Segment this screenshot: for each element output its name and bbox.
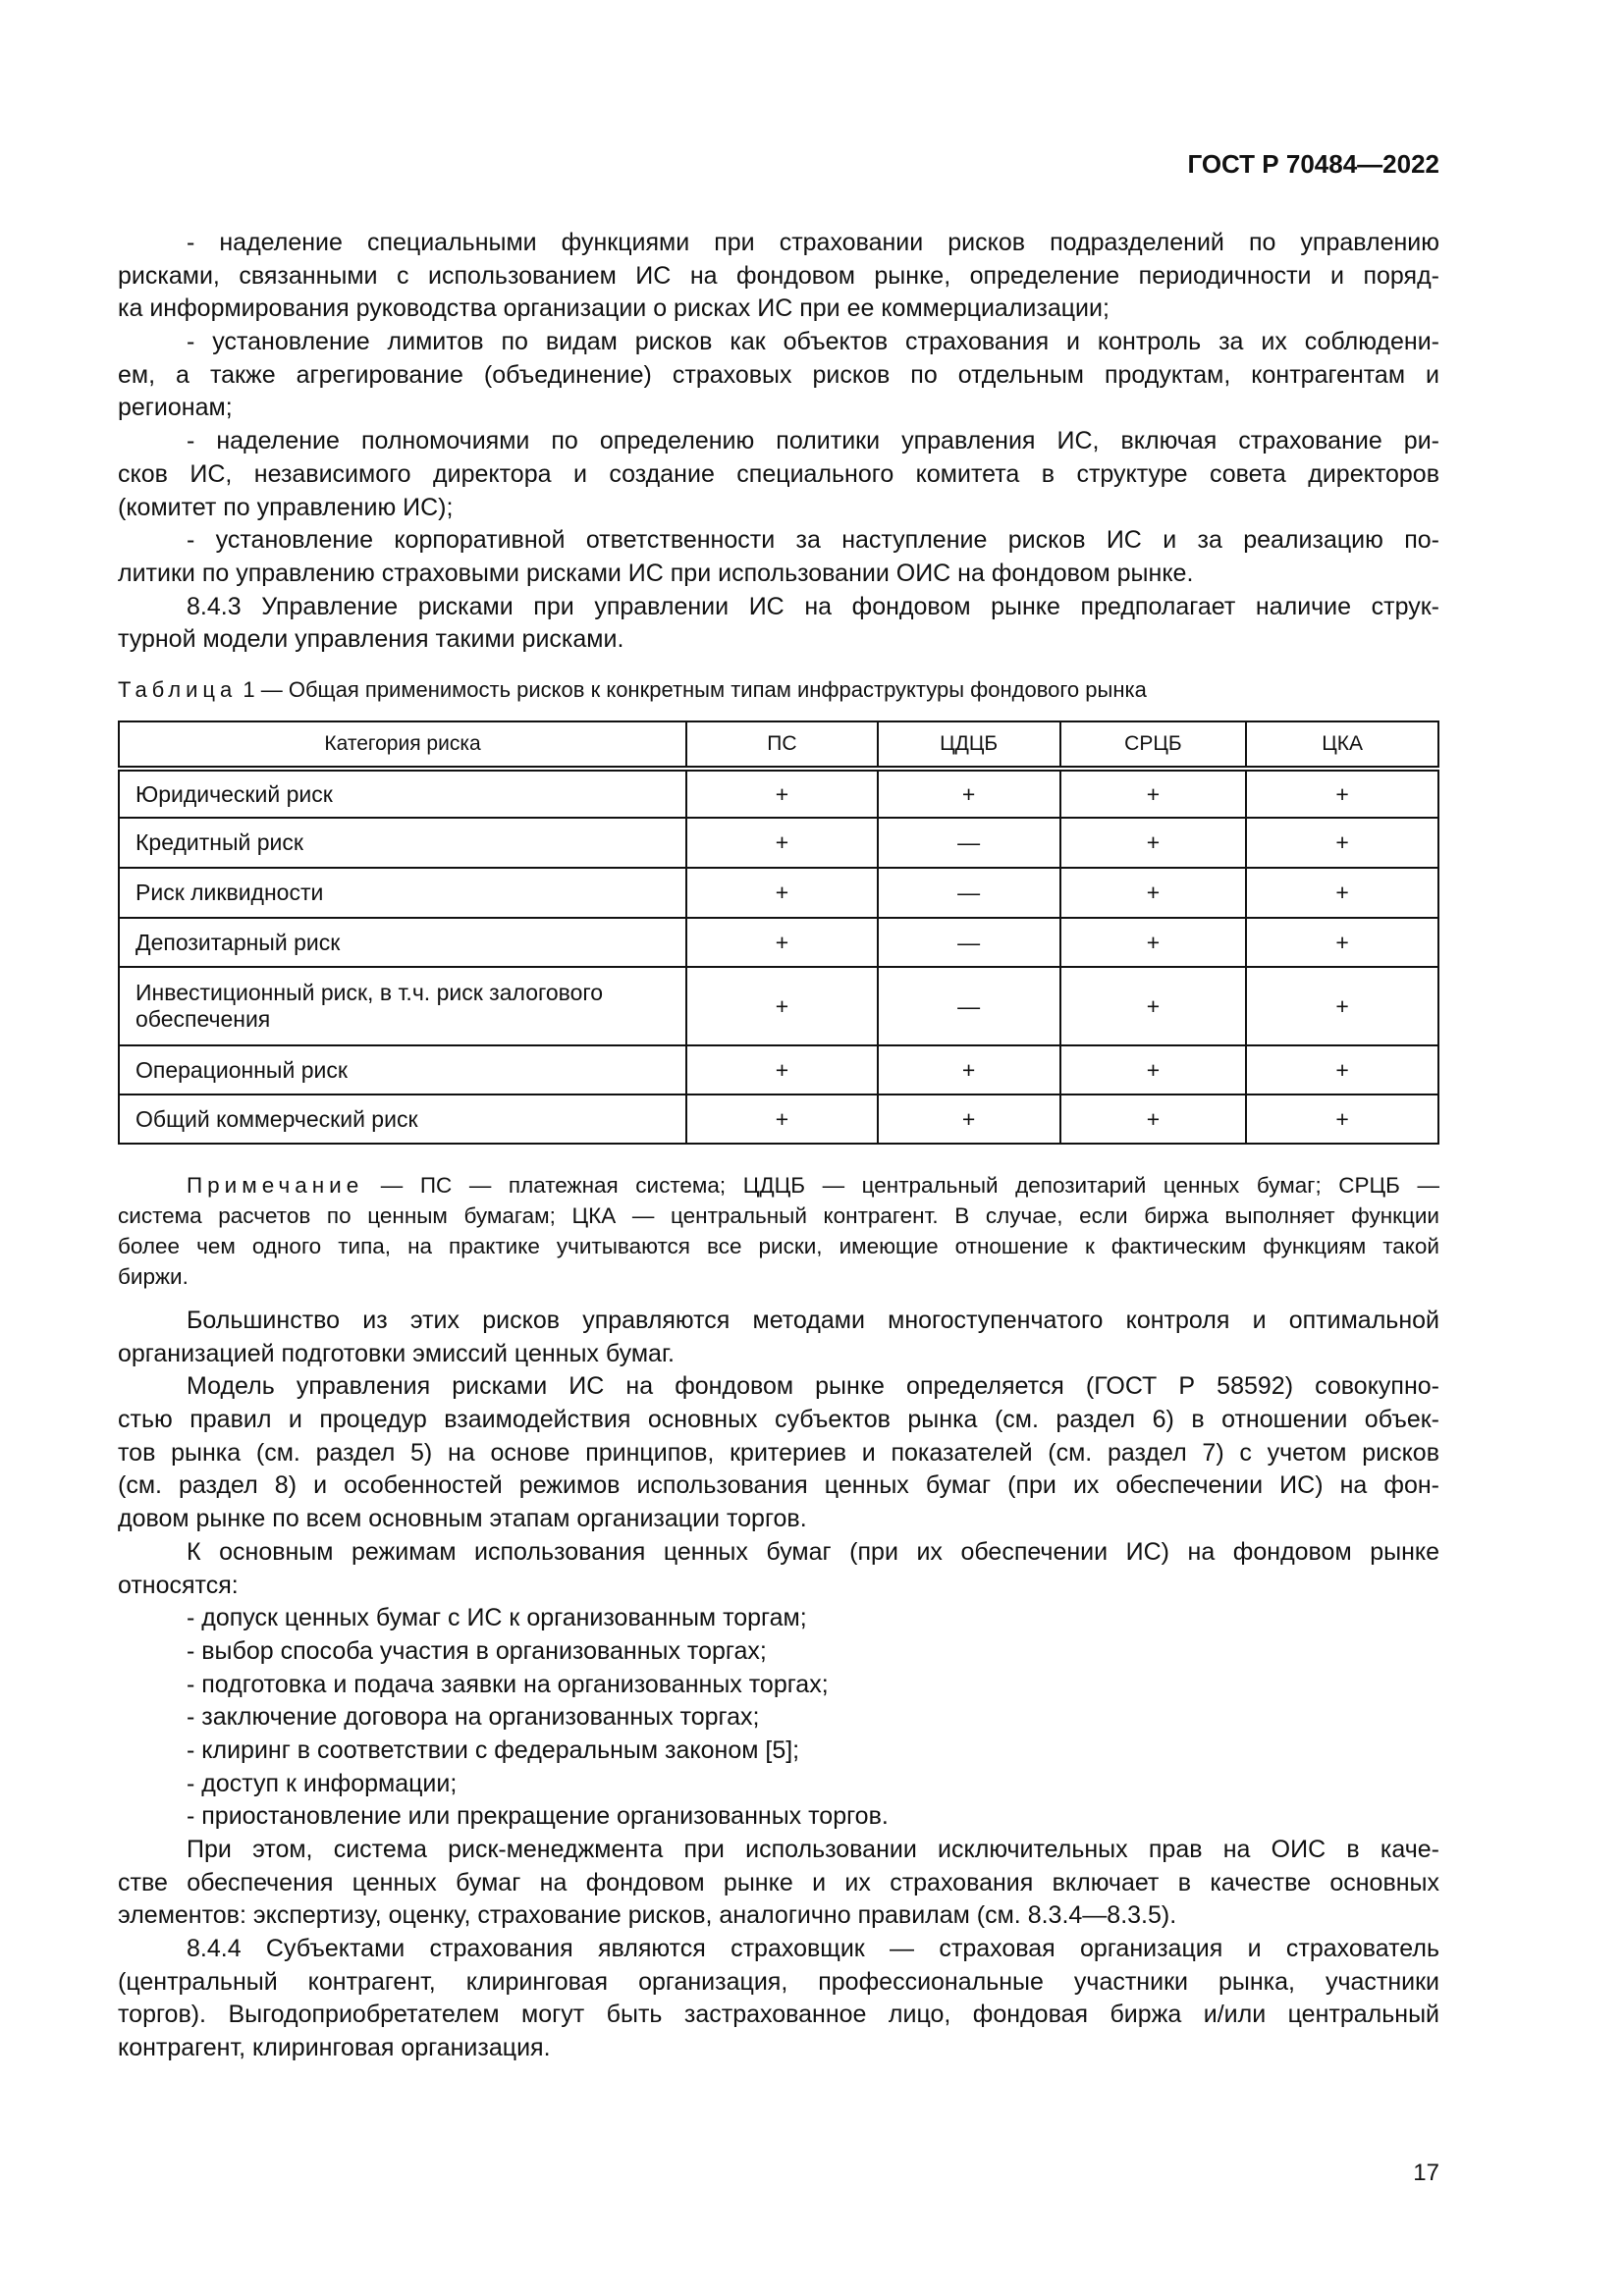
note-text: — ПС — платежная система; ЦДЦБ — центральный депозитарий ценных бумаг; СРЦБ — bbox=[363, 1173, 1439, 1198]
paragraph-line: сков ИС, независимого директора и создание специального комитета в структуре совета директоров bbox=[118, 459, 1439, 488]
applicability-cell: + bbox=[686, 818, 878, 868]
applicability-cell: + bbox=[686, 918, 878, 967]
paragraph-line: торгов). Выгодоприобретателем могут быть застрахованное лицо, фондовая биржа и/или центральный bbox=[118, 2001, 1439, 2029]
applicability-cell: + bbox=[1060, 769, 1247, 818]
body-text-top bbox=[118, 227, 1439, 657]
table-row bbox=[119, 1095, 1438, 1144]
paragraph-line: литики по управлению страховыми рисками ИС при использовании ОИС на фондовом рынке. bbox=[118, 559, 1194, 587]
table-row bbox=[119, 868, 1438, 918]
applicability-cell: — bbox=[878, 918, 1060, 967]
table-caption-label: Таблица bbox=[118, 677, 238, 702]
paragraph-line: Большинство из этих рисков управляются методами многоступенчатого контроля и оптимальной bbox=[187, 1307, 1439, 1334]
risk-applicability-table bbox=[118, 721, 1439, 1145]
table-row bbox=[119, 769, 1438, 818]
paragraph-line: - наделение специальными функциями при страховании рисков подразделений по управлению bbox=[187, 229, 1439, 256]
paragraph-line: - выбор способа участия в организованных торгах; bbox=[187, 1636, 767, 1665]
applicability-cell: + bbox=[686, 967, 878, 1045]
table-row bbox=[119, 967, 1438, 1045]
applicability-cell: + bbox=[686, 1045, 878, 1095]
applicability-cell: + bbox=[1246, 818, 1438, 868]
paragraph-line: стве обеспечения ценных бумаг на фондовом рынке и их страхования включает в качестве основных bbox=[118, 1868, 1439, 1896]
applicability-cell: + bbox=[878, 1045, 1060, 1095]
risk-category-cell: Риск ликвидности bbox=[119, 868, 686, 918]
applicability-cell: + bbox=[686, 868, 878, 918]
paragraph-line: ка информирования руководства организации о рисках ИС при ее коммерциализации; bbox=[118, 294, 1110, 323]
column-header: ПС bbox=[686, 721, 878, 769]
paragraph-line: При этом, система риск-менеджмента при использовании исключительных прав на ОИС в каче- bbox=[187, 1836, 1439, 1863]
paragraph-line: регионам; bbox=[118, 394, 233, 422]
paragraph-line: относятся: bbox=[118, 1571, 239, 1599]
applicability-cell: — bbox=[878, 967, 1060, 1045]
applicability-cell: + bbox=[878, 769, 1060, 818]
risk-category-cell: Инвестиционный риск, в т.ч. риск залогового обеспечения bbox=[119, 967, 686, 1045]
table-row bbox=[119, 818, 1438, 868]
risk-category-cell: Операционный риск bbox=[119, 1045, 686, 1095]
risk-category-cell: Кредитный риск bbox=[119, 818, 686, 868]
applicability-cell: + bbox=[1060, 818, 1247, 868]
applicability-cell: + bbox=[1246, 1045, 1438, 1095]
paragraph-line: - установление корпоративной ответственности за наступление рисков ИС и за реализацию по- bbox=[187, 526, 1439, 555]
paragraph-line: - приостановление или прекращение организованных торгов. bbox=[187, 1802, 889, 1831]
paragraph-line: - клиринг в соответствии с федеральным законом [5]; bbox=[187, 1735, 800, 1764]
paragraph-line: рисками, связанными с использованием ИС на фондовом рынке, определение периодичности и поряд- bbox=[118, 261, 1439, 290]
paragraph-line: ем, а также агрегирование (объединение) страховых рисков по отдельным продуктам, контрагентам и bbox=[118, 360, 1439, 389]
paragraph-line: - подготовка и подача заявки на организованных торгах; bbox=[187, 1670, 829, 1698]
note-label: Примечание bbox=[187, 1173, 364, 1198]
risk-category-cell: Депозитарный риск bbox=[119, 918, 686, 967]
applicability-cell: + bbox=[1246, 918, 1438, 967]
paragraph-line: (комитет по управлению ИС); bbox=[118, 493, 454, 521]
applicability-cell: + bbox=[1060, 1095, 1247, 1144]
paragraph-line: - доступ к информации; bbox=[187, 1769, 458, 1797]
paragraph-line: довом рынке по всем основным этапам организации торгов. bbox=[118, 1505, 807, 1533]
applicability-cell: + bbox=[686, 769, 878, 818]
paragraph-line: 8.4.4 Субъектами страхования являются страховщик — страховая организация и страхователь bbox=[187, 1935, 1439, 1963]
paragraph-line: Модель управления рисками ИС на фондовом рынке определяется (ГОСТ Р 58592) совокупно- bbox=[187, 1372, 1439, 1401]
paragraph-line: - наделение полномочиями по определению политики управления ИС, включая страхование ри- bbox=[187, 427, 1439, 455]
table-row bbox=[119, 918, 1438, 967]
paragraph-line: элементов: экспертизу, оценку, страхование рисков, аналогично правилам (см. 8.3.4—8.3.5). bbox=[118, 1901, 1177, 1930]
paragraph-line: тов рынка (см. раздел 5) на основе принципов, критериев и показателей (см. раздел 7) с учетом рисков bbox=[118, 1438, 1439, 1467]
applicability-cell: + bbox=[1246, 1095, 1438, 1144]
body-text-bottom bbox=[118, 1305, 1439, 2065]
note-line: биржи. bbox=[118, 1264, 189, 1289]
applicability-cell: + bbox=[1060, 967, 1247, 1045]
risk-category-cell: Юридический риск bbox=[119, 769, 686, 818]
applicability-cell: + bbox=[1060, 868, 1247, 918]
table-header-row bbox=[119, 721, 1438, 769]
applicability-cell: + bbox=[1246, 868, 1438, 918]
paragraph-line: - допуск ценных бумаг с ИС к организованным торгам; bbox=[187, 1604, 807, 1632]
applicability-cell: + bbox=[1060, 1045, 1247, 1095]
paragraph-line: К основным режимам использования ценных бумаг (при их обеспечении ИС) на фондовом рынке bbox=[187, 1537, 1439, 1566]
table-row bbox=[119, 1045, 1438, 1095]
paragraph-line: 8.4.3 Управление рисками при управлении ИС на фондовом рынке предполагает наличие струк- bbox=[187, 592, 1439, 620]
table-caption bbox=[118, 677, 1147, 703]
table-note bbox=[118, 1170, 1439, 1292]
paragraph-line: (центральный контрагент, клиринговая организация, профессиональные участники рынка, участники bbox=[118, 1967, 1439, 1996]
paragraph-line: стью правил и процедур взаимодействия основных субъектов рынка (см. раздел 6) в отношении объек- bbox=[118, 1406, 1439, 1434]
column-header: Категория риска bbox=[119, 721, 686, 769]
page-number: 17 bbox=[1413, 2160, 1439, 2186]
applicability-cell: — bbox=[878, 818, 1060, 868]
applicability-cell: + bbox=[1246, 769, 1438, 818]
document-code: ГОСТ Р 70484—2022 bbox=[1187, 149, 1439, 179]
paragraph-line: - заключение договора на организованных торгах; bbox=[187, 1703, 760, 1732]
note-line: более чем одного типа, на практике учитываются все риски, имеющие отношение к фактическим функциям такой bbox=[118, 1234, 1439, 1258]
paragraph-line: (см. раздел 8) и особенностей режимов использования ценных бумаг (при их обеспечении ИС) на фон- bbox=[118, 1471, 1439, 1500]
column-header: ЦДЦБ bbox=[878, 721, 1060, 769]
applicability-cell: + bbox=[1060, 918, 1247, 967]
column-header: СРЦБ bbox=[1060, 721, 1247, 769]
applicability-cell: + bbox=[686, 1095, 878, 1144]
paragraph-line: турной модели управления такими рисками. bbox=[118, 625, 624, 654]
table-caption-text: 1 — Общая применимость рисков к конкретным типам инфраструктуры фондового рынка bbox=[237, 677, 1147, 702]
note-line bbox=[118, 1170, 1439, 1201]
paragraph-line: организацией подготовки эмиссий ценных бумаг. bbox=[118, 1339, 675, 1367]
note-line: система расчетов по ценным бумагам; ЦКА — центральный контрагент. В случае, если биржа выполняет функции bbox=[118, 1203, 1439, 1228]
paragraph-line: - установление лимитов по видам рисков как объектов страхования и контроль за их соблюдени- bbox=[187, 328, 1439, 356]
risk-category-cell: Общий коммерческий риск bbox=[119, 1095, 686, 1144]
paragraph-line: контрагент, клиринговая организация. bbox=[118, 2034, 551, 2062]
column-header: ЦКА bbox=[1246, 721, 1438, 769]
applicability-cell: + bbox=[1246, 967, 1438, 1045]
applicability-cell: — bbox=[878, 868, 1060, 918]
applicability-cell: + bbox=[878, 1095, 1060, 1144]
